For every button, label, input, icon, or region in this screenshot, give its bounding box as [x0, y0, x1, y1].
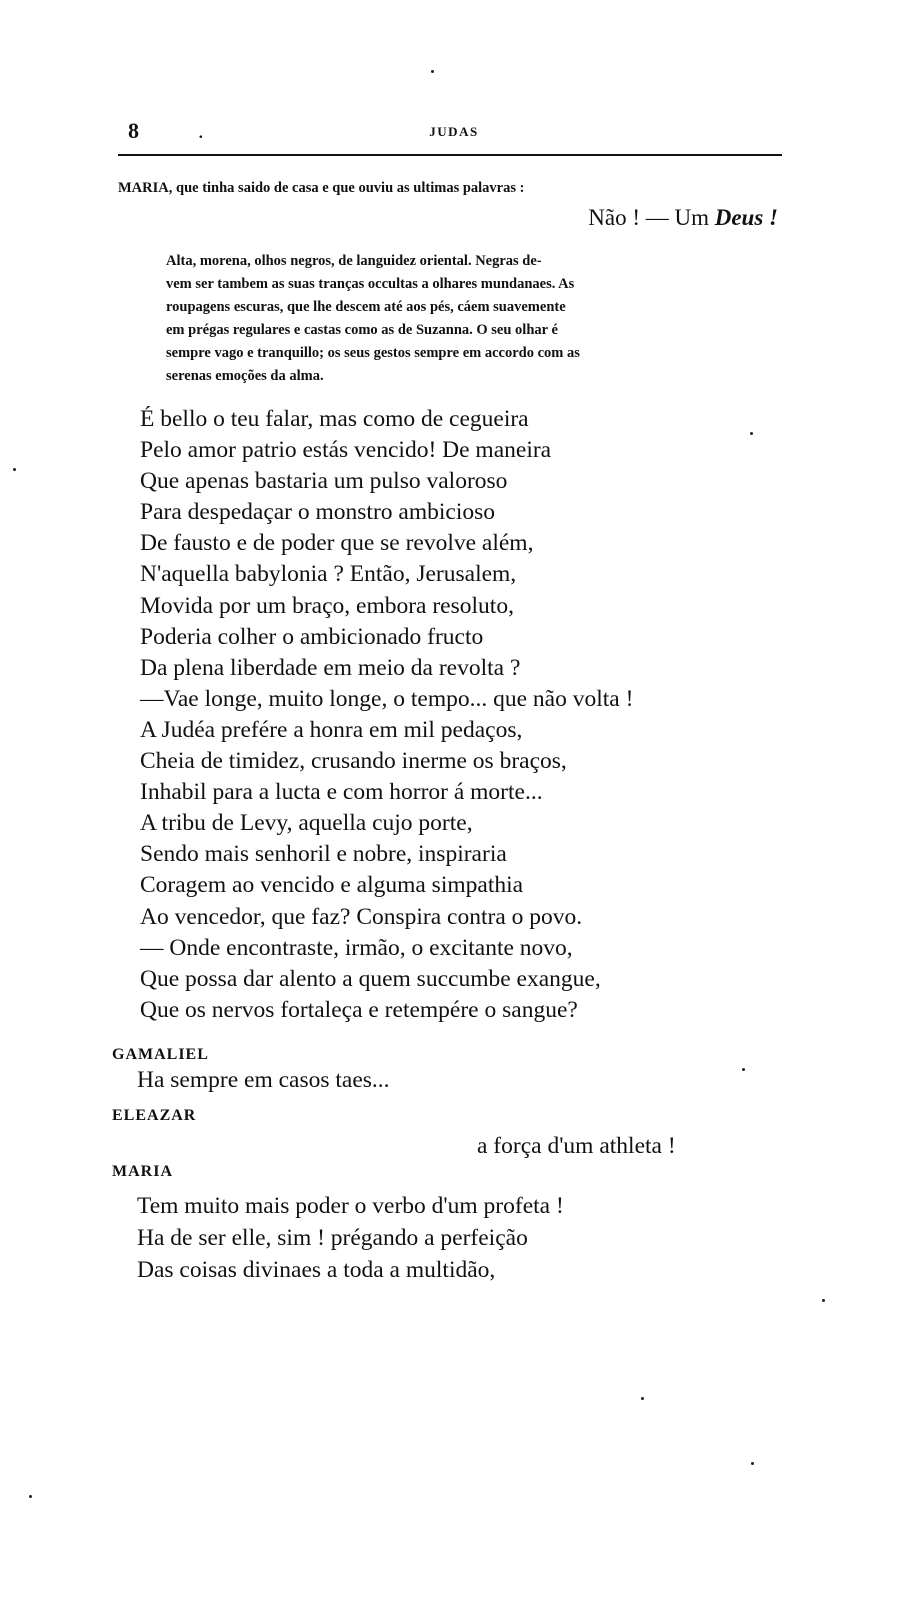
verse-line: Para despedaçar o monstro ambicioso: [140, 499, 496, 526]
stage-direction-text: que tinha saido de casa e que ouviu as ultimas palavras :: [172, 180, 525, 196]
verse-line: N'aquella babylonia ? Então, Jerusalem,: [140, 561, 517, 588]
verse-line: A tribu de Levy, aquella cujo porte,: [140, 810, 473, 837]
reply-emphasis: Deus !: [714, 205, 778, 230]
verse-line: Poderia colher o ambicionado fructo: [140, 623, 484, 650]
verse-line: Que apenas bastaria um pulso valoroso: [140, 468, 508, 495]
verse-line: É bello o teu falar, mas como de cegueira: [140, 406, 529, 432]
verse-line: Que possa dar alento a quem succumbe exangue,: [140, 965, 601, 992]
verse-line: A Judéa prefére a honra em mil pedaços,: [140, 716, 523, 743]
speaker-gamaliel: GAMALIEL: [112, 1046, 209, 1063]
verse-line: Que os nervos fortaleça e retempére o sangue?: [140, 996, 578, 1023]
verse-line: Ao vencedor, que faz? Conspira contra o povo.: [140, 903, 583, 930]
verse-block: [140, 404, 800, 1026]
maria-speech: [137, 1190, 564, 1286]
verse-line: Inhabil para a lucta e com horror á morte...: [140, 779, 543, 806]
paper-speck: [641, 1397, 644, 1400]
paper-speck: [29, 1495, 32, 1498]
paper-speck: [742, 1068, 745, 1071]
character-description: [166, 250, 778, 388]
verse-line: Movida por um braço, embora resoluto,: [140, 592, 514, 619]
paper-speck: [751, 1462, 754, 1465]
eleazar-line: a força d'um athleta !: [477, 1133, 676, 1159]
verse-line: Da plena liberdade em meio da revolta ?: [140, 654, 521, 681]
verse-line: Cheia de timidez, crusando inerme os braços,: [140, 748, 567, 775]
description-line: Alta, morena, olhos negros, de languidez oriental. Negras de-: [166, 253, 542, 269]
stage-speaker: MARIA,: [118, 180, 173, 196]
paper-speck: [750, 432, 753, 435]
description-line: em prégas regulares e castas como as de Suzanna. O seu olhar é: [166, 322, 558, 338]
description-line: roupagens escuras, que lhe descem até aos pés, cáem suavemente: [166, 299, 566, 315]
speaker-eleazar: ELEAZAR: [112, 1107, 197, 1124]
maria-line: Tem muito mais poder o verbo d'um profeta !: [137, 1193, 564, 1219]
paper-speck: [431, 70, 434, 73]
speaker-maria: MARIA: [112, 1163, 173, 1180]
description-line: sempre vago e tranquillo; os seus gestos sempre em accordo com as: [166, 345, 580, 361]
header-rule: [118, 154, 782, 156]
running-title: JUDAS: [429, 124, 479, 139]
page-number: 8: [128, 118, 139, 143]
stage-direction: [118, 180, 524, 197]
verse-line: Pelo amor patrio estás vencido! De maneira: [140, 437, 552, 464]
gamaliel-line: Ha sempre em casos taes...: [137, 1067, 390, 1093]
description-line: vem ser tambem as suas tranças occultas a olhares mundanaes. As: [166, 276, 575, 292]
verse-line: Sendo mais senhoril e nobre, inspiraria: [140, 841, 507, 868]
verse-line: — Onde encontraste, irmão, o excitante novo,: [140, 934, 573, 961]
description-line: serenas emoções da alma.: [166, 368, 324, 384]
reply-prefix: Não ! — Um: [588, 205, 715, 230]
maria-line: Das coisas divinaes a toda a multidão,: [137, 1257, 496, 1283]
paper-speck: [13, 468, 16, 471]
verse-line: Coragem ao vencido e alguma simpathia: [140, 872, 524, 899]
verse-line: De fausto e de poder que se revolve além,: [140, 530, 534, 557]
maria-line: Ha de ser elle, sim ! prégando a perfeição: [137, 1225, 528, 1251]
header-separator: .: [198, 118, 204, 143]
verse-line: —Vae longe, muito longe, o tempo... que não volta !: [140, 685, 634, 712]
paper-speck: [822, 1299, 825, 1302]
page-header: [128, 118, 780, 148]
maria-reply: [588, 205, 778, 231]
